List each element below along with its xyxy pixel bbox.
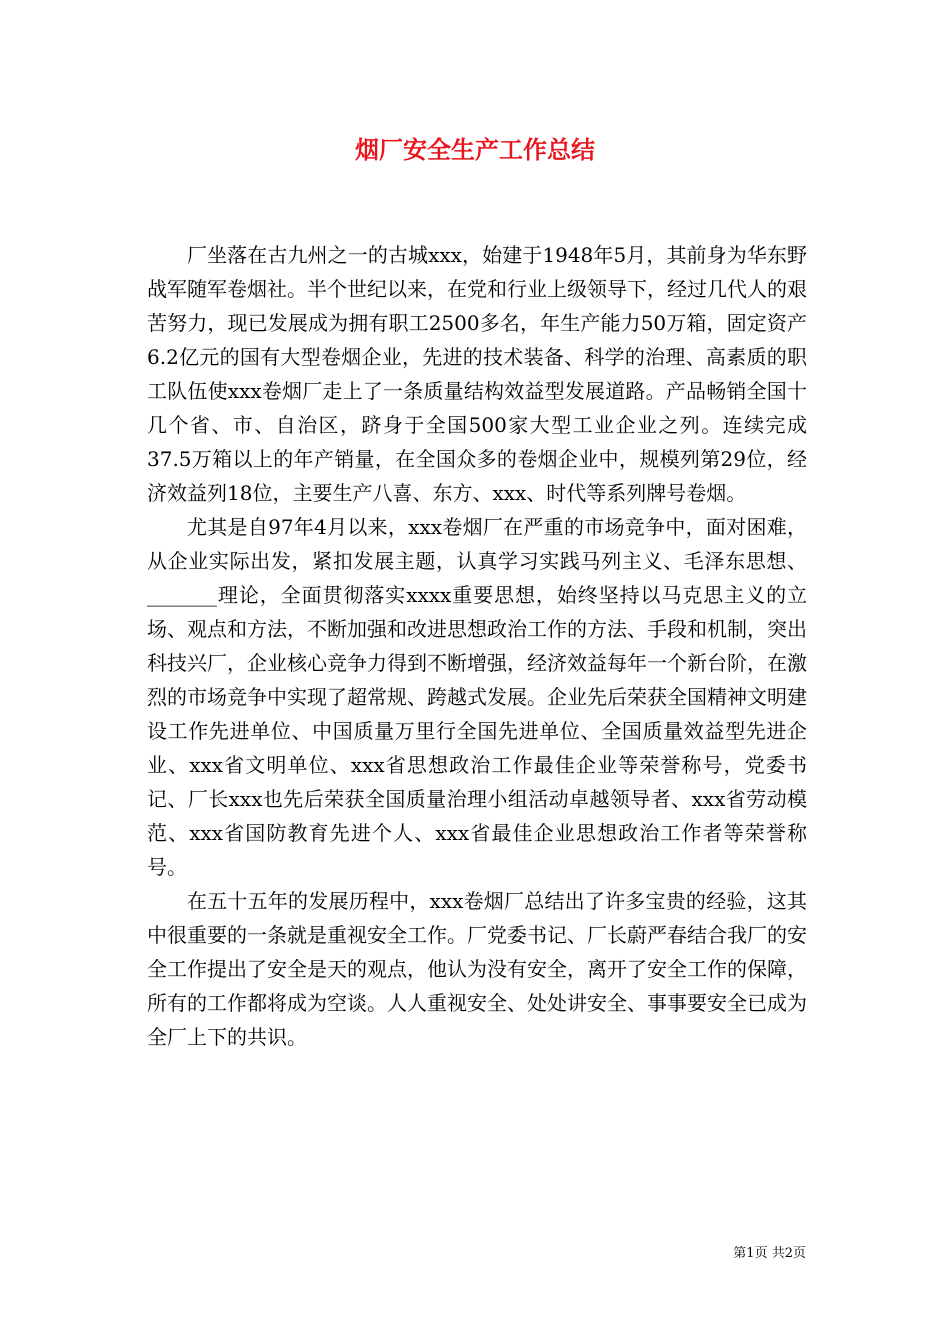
document-body	[147, 238, 807, 1054]
document-title: 烟厂安全生产工作总结	[355, 135, 595, 164]
page-prefix: 第	[733, 1246, 747, 1261]
paragraph-2: 尤其是自97年4月以来，xxx卷烟厂在严重的市场竞争中，面对困难，从企业实际出发，紧扣发展主题，认真学习实践马列主义、毛泽东思想、_______理论，全面贯彻落实xxxx重要思想，始终坚持以马克思主义的立场、观点和方法，不断加强和改进思想政治工作的方法、手段和机制，突出科技兴厂，企业核心竞争力得到不断增强，经济效益每年一个新台阶，在激烈的市场竞争中实现了超常规、跨越式发展。企业先后荣获全国精神文明建设工作先进单位、中国质量万里行全国先进单位、全国质量效益型先进企业、xxx省文明单位、xxx省思想政治工作最佳企业等荣誉称号，党委书记、厂长xxx也先后荣获全国质量治理小组活动卓越领导者、xxx省劳动模范、xxx省国防教育先进个人、xxx省最佳企业思想政治工作者等荣誉称号。	[147, 515, 807, 879]
page-number-footer	[733, 1245, 806, 1263]
paragraph-3: 在五十五年的发展历程中，xxx卷烟厂总结出了许多宝贵的经验，这其中很重要的一条就是重视安全工作。厂党委书记、厂长蔚严春结合我厂的安全工作提出了安全是天的观点，他认为没有安全，离开了安全工作的保障，所有的工作都将成为空谈。人人重视安全、处处讲安全、事事要安全已成为全厂上下的共识。	[147, 889, 807, 1049]
total-pages-number: 2	[784, 1246, 793, 1261]
paragraph-1: 厂坐落在古九州之一的古城xxx，始建于1948年5月，其前身为华东野战军随军卷烟社。半个世纪以来，在党和行业上级领导下，经过几代人的艰苦努力，现已发展成为拥有职工2500多名，年生产能力50万箱，固定资产6.2亿元的国有大型卷烟企业，先进的技术装备、科学的治理、高素质的职工队伍使xxx卷烟厂走上了一条质量结构效益型发展道路。产品畅销全国十几个省、市、自治区，跻身于全国500家大型工业企业之列。连续完成37.5万箱以上的年产销量，在全国众多的卷烟企业中，规模列第29位，经济效益列18位，主要生产八喜、东方、xxx、时代等系列牌号卷烟。	[147, 243, 807, 505]
page-suffix: 页	[792, 1246, 806, 1261]
current-page-number: 1	[746, 1246, 755, 1261]
page-middle-text: 页 共	[754, 1246, 785, 1261]
